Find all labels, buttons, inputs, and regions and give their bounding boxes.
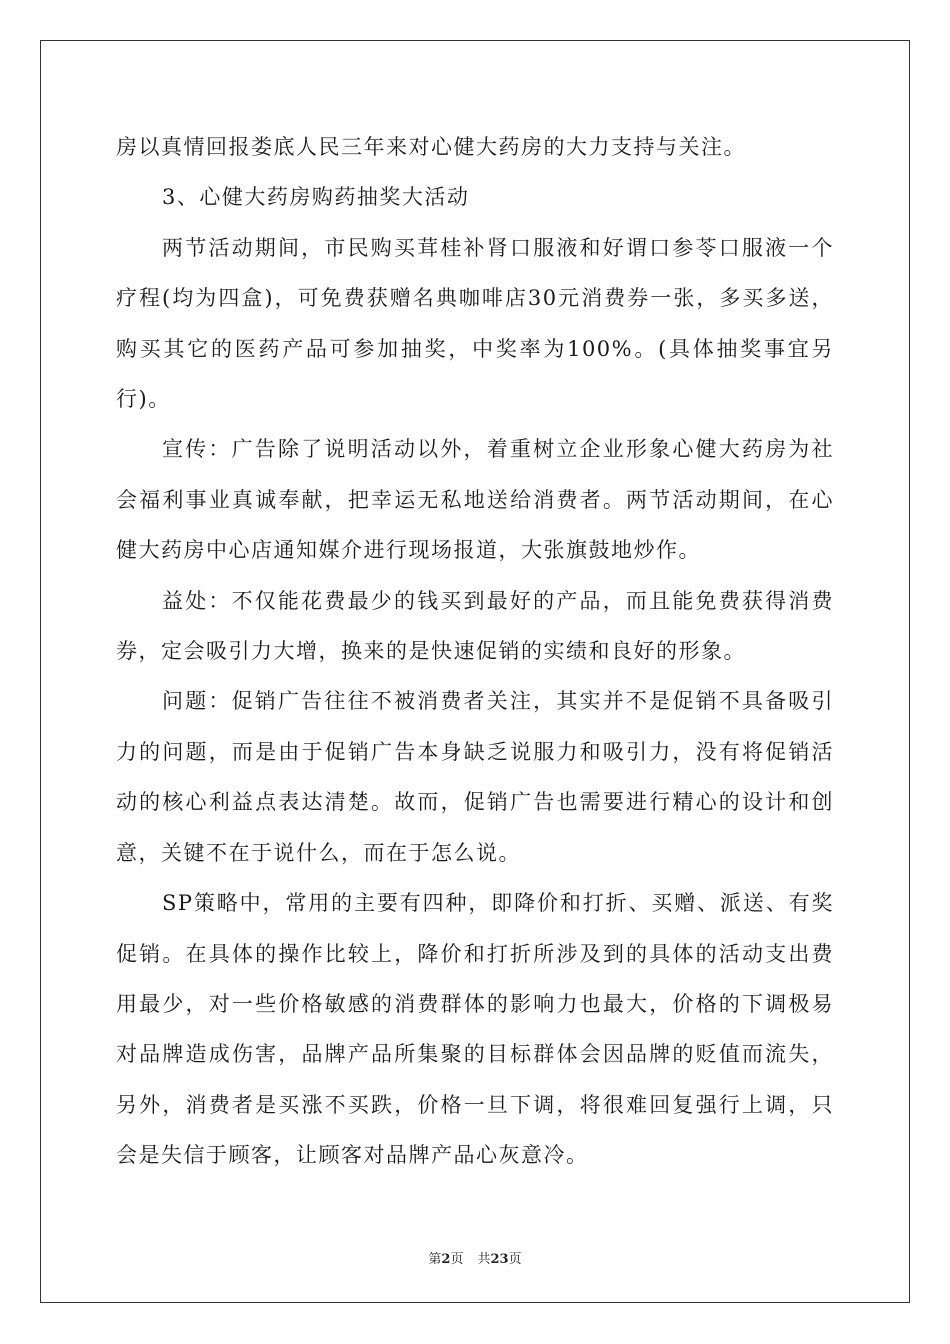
paragraph-7: SP策略中，常用的主要有四种，即降价和打折、买赠、派送、有奖促销。在具体的操作比较上，降价和打折所涉及到的具体的活动支出费用最少，对一些价格敏感的消费群体的影响力也最大，价格的下调极易对品牌造成伤害，品牌产品所集聚的目标群体会因品牌的贬值而流失，另外，消费者是买涨不买跌，价格一旦下调，将很难回复强行上调，只会是失信于顾客，让顾客对品牌产品心灰意冷。 [116,891,834,1168]
paragraph-2-section-heading: 3、心健大药房购药抽奖大活动 [162,185,470,210]
document-body [116,122,834,1181]
total-suffix: 页 [508,1252,522,1267]
paragraph-1: 房以真情回报娄底人民三年来对心健大药房的大力支持与关注。 [116,135,746,159]
page-number: 2 [441,1252,451,1267]
total-pages: 23 [490,1252,509,1267]
paragraph-4: 宣传：广告除了说明活动以外，着重树立企业形象心健大药房为社会福利事业真诚奉献，把幸运无私地送给消费者。两节活动期间，在心健大药房中心店通知媒介进行现场报道，大张旗鼓地炒作。 [116,437,834,563]
paragraph-3: 两节活动期间，市民购买茸桂补肾口服液和好谓口参苓口服液一个疗程(均为四盒)，可免费获赠名典咖啡店30元消费券一张，多买多送，购买其它的医药产品可参加抽奖，中奖率为100%。(具体抽奖事宜另行)。 [116,235,834,412]
total-prefix: 共 [477,1252,491,1267]
page-prefix: 第 [428,1252,442,1267]
page-suffix: 页 [450,1252,464,1267]
paragraph-6: 问题：促销广告往往不被消费者关注，其实并不是促销不具备吸引力的问题，而是由于促销广告本身缺乏说服力和吸引力，没有将促销活动的核心利益点表达清楚。故而，促销广告也需要进行精心的设计和创意，关键不在于说什么，而在于怎么说。 [116,689,834,865]
paragraph-5: 益处：不仅能花费最少的钱买到最好的产品，而且能免费获得消费券，定会吸引力大增，换来的是快速促销的实绩和良好的形象。 [116,588,834,664]
page-footer [0,1248,950,1267]
